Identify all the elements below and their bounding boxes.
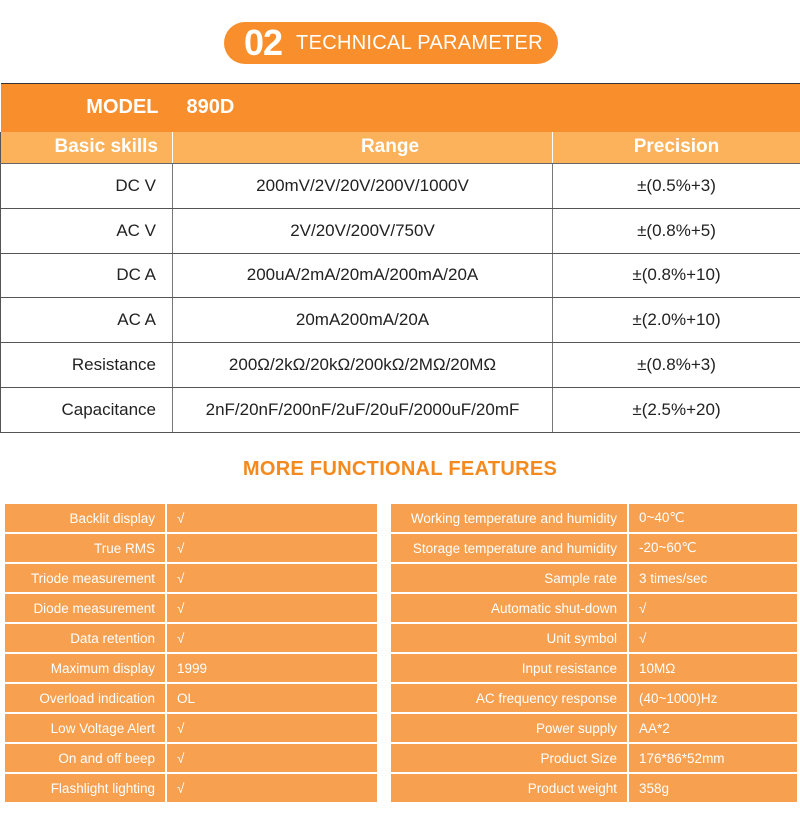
column-header-range: Range: [173, 132, 553, 164]
feature-name: On and off beep: [5, 744, 165, 772]
feature-value: √: [165, 534, 377, 562]
feature-value: (40~1000)Hz: [627, 684, 797, 712]
range-cell: 2nF/20nF/200nF/2uF/20uF/2000uF/20mF: [173, 387, 553, 432]
range-cell: 2V/20V/200V/750V: [173, 208, 553, 253]
precision-cell: ±(0.8%+5): [553, 208, 800, 253]
section-number: 02: [244, 22, 283, 63]
features-title: MORE FUNCTIONAL FEATURES: [242, 458, 558, 480]
feature-value: √: [165, 564, 377, 592]
feature-name: Triode measurement: [5, 564, 165, 592]
feature-value: √: [627, 594, 797, 622]
column-header-skill: Basic skills: [1, 132, 173, 164]
model-value: 890D: [173, 84, 800, 132]
features-table-right: [391, 502, 797, 804]
parameter-table: [0, 83, 800, 433]
feature-row: [391, 654, 797, 682]
feature-name: Product weight: [391, 774, 627, 802]
feature-name: Flashlight lighting: [5, 774, 165, 802]
feature-row: [5, 684, 377, 712]
range-cell: 200Ω/2kΩ/20kΩ/200kΩ/2MΩ/20MΩ: [173, 343, 553, 388]
feature-row: [5, 744, 377, 772]
model-label: MODEL: [1, 84, 173, 132]
column-header-precision: Precision: [553, 132, 800, 164]
feature-name: Product Size: [391, 744, 627, 772]
feature-value: √: [165, 774, 377, 802]
table-row: [1, 343, 800, 388]
feature-name: Maximum display: [5, 654, 165, 682]
table-row: [1, 253, 800, 298]
feature-name: True RMS: [5, 534, 165, 562]
feature-name: Low Voltage Alert: [5, 714, 165, 742]
feature-name: Automatic shut-down: [391, 594, 627, 622]
section-header-pill: [224, 22, 558, 64]
feature-name: Unit symbol: [391, 624, 627, 652]
range-cell: 200mV/2V/20V/200V/1000V: [173, 164, 553, 209]
feature-row: [5, 774, 377, 802]
feature-row: [5, 564, 377, 592]
feature-row: [5, 654, 377, 682]
feature-value: OL: [165, 684, 377, 712]
feature-value: √: [165, 624, 377, 652]
precision-cell: ±(2.0%+10): [553, 298, 800, 343]
feature-row: [391, 774, 797, 802]
range-cell: 20mA200mA/20A: [173, 298, 553, 343]
feature-name: Sample rate: [391, 564, 627, 592]
precision-cell: ±(2.5%+20): [553, 387, 800, 432]
skill-cell: AC A: [1, 298, 173, 343]
table-header-row: [1, 132, 800, 164]
feature-row: [5, 534, 377, 562]
feature-name: Input resistance: [391, 654, 627, 682]
table-row: [1, 298, 800, 343]
feature-name: Overload indication: [5, 684, 165, 712]
table-row: [1, 208, 800, 253]
feature-name: Diode measurement: [5, 594, 165, 622]
feature-row: [391, 594, 797, 622]
precision-cell: ±(0.5%+3): [553, 164, 800, 209]
features-table-left: [5, 502, 377, 804]
precision-cell: ±(0.8%+3): [553, 343, 800, 388]
feature-value: 0~40℃: [627, 504, 797, 532]
feature-value: 1999: [165, 654, 377, 682]
feature-value: 176*86*52mm: [627, 744, 797, 772]
skill-cell: Resistance: [1, 343, 173, 388]
feature-name: Power supply: [391, 714, 627, 742]
feature-value: 10MΩ: [627, 654, 797, 682]
feature-value: 358g: [627, 774, 797, 802]
feature-name: Data retention: [5, 624, 165, 652]
table-row: [1, 164, 800, 209]
feature-row: [391, 624, 797, 652]
range-cell: 200uA/2mA/20mA/200mA/20A: [173, 253, 553, 298]
feature-value: √: [165, 594, 377, 622]
section-title: TECHNICAL PARAMETER: [296, 31, 543, 54]
skill-cell: AC V: [1, 208, 173, 253]
feature-value: √: [165, 504, 377, 532]
feature-name: AC frequency response: [391, 684, 627, 712]
feature-value: √: [627, 624, 797, 652]
feature-row: [5, 594, 377, 622]
feature-name: Backlit display: [5, 504, 165, 532]
feature-name: Working temperature and humidity: [391, 504, 627, 532]
precision-cell: ±(0.8%+10): [553, 253, 800, 298]
skill-cell: DC V: [1, 164, 173, 209]
feature-name: Storage temperature and humidity: [391, 534, 627, 562]
table-row: [1, 387, 800, 432]
feature-row: [391, 564, 797, 592]
model-row: [1, 84, 800, 132]
skill-cell: Capacitance: [1, 387, 173, 432]
feature-value: √: [165, 744, 377, 772]
feature-row: [391, 714, 797, 742]
feature-value: AA*2: [627, 714, 797, 742]
feature-value: √: [165, 714, 377, 742]
feature-row: [391, 684, 797, 712]
feature-row: [5, 504, 377, 532]
skill-cell: DC A: [1, 253, 173, 298]
feature-row: [5, 714, 377, 742]
feature-row: [5, 624, 377, 652]
feature-row: [391, 504, 797, 532]
feature-row: [391, 534, 797, 562]
feature-value: -20~60℃: [627, 534, 797, 562]
feature-value: 3 times/sec: [627, 564, 797, 592]
feature-row: [391, 744, 797, 772]
